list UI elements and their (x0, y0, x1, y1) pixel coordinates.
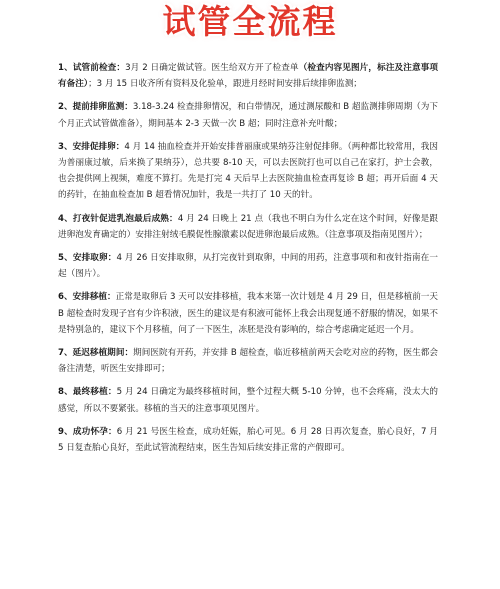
step-heading: 安排取卵： (72, 253, 117, 264)
step-item-5 (58, 250, 438, 282)
step-list (58, 60, 438, 463)
step-heading: 提前排卵监测： (72, 102, 133, 113)
step-heading: 安排移植： (72, 292, 116, 303)
step-item-7 (58, 345, 438, 377)
step-number: 9、 (58, 426, 73, 437)
step-heading: 成功怀孕： (72, 426, 117, 437)
step-text: 5 月 24 日确定为最终移植时间，整个过程大概 5-10 分钟，也不会疼痛，没太大的感觉，所以不要紧张。移植的当天的注意事项见图片。 (58, 387, 438, 414)
step-text: 正常是取卵后 3 天可以安排移植，我本来第一次计划是 4 月 29 日，但是移植前一天 B 超检查时发现子宫有少许积液，医生的建议是有积液可能怀上我会出现复通不舒服的情况，如果不是特别急的，建议下个月移植，问了一下医生，冻胚是没有影响的，综合考虑确定延迟一个月。 (58, 292, 439, 335)
step-number: 5、 (58, 253, 73, 264)
step-item-3 (58, 139, 438, 204)
step-item-2 (58, 99, 438, 131)
step-number: 7、 (58, 348, 73, 359)
step-item-9 (58, 424, 438, 456)
step-text: 期间医院有开药，并安排 B 超检查，临近移植前两天会吃对应的药物，医生都会备注清楚，听医生安排即可； (58, 348, 438, 375)
page-title: 试管全流程 (162, 2, 338, 41)
step-text: 6 月 21 号医生检查，成功妊娠，胎心可见。6 月 28 日再次复查，胎心良好，7 月 5 日复查胎心良好，至此试管流程结束，医生告知后续安排正常的产假即可。 (58, 426, 438, 454)
step-heading: 延迟移植期间： (72, 348, 134, 359)
step-number: 2、 (58, 102, 73, 113)
step-text: 4 月 14 抽血检查并开始安排普丽康或果纳芬注射促排卵。（两种都比较常用，我因为普丽康过敏，后来换了果纳芬），总共要 8-10 天，可以去医院打也可以自己在家打，护士会教，也会提供网上视频，难度不算打。先是打完 4 天后早上去医院抽血检查再复诊 B 超；再开后面 4 天的药针，在抽血检查加 B 超看情况加针，我是一共打了 10 天的针。 (58, 141, 438, 201)
step-heading: 安排促排卵： (72, 141, 125, 152)
step-text: 3.18-3.24 检查排卵情况，和白带情况，通过测尿酸和 B 超监测排卵周期（为下个月正式试管做准备），期间基本 2-3 天做一次 B 超；同时注意补充叶酸； (58, 102, 438, 129)
step-text: 3月 2 日确定做试管。医生给双方开了检查单 (125, 63, 299, 73)
step-heading: 最终移植： (72, 387, 117, 398)
step-item-8 (58, 384, 438, 416)
step-text: 4 月 26 日安排取卵，从打完夜针到取卵，中间的用药，注意事项和和夜针指南在一起（图片）。 (58, 253, 438, 280)
step-bold-note: （检查内容见图片，标注及注意事项有备注） (58, 63, 438, 90)
step-heading: 试管前检查： (72, 63, 126, 73)
step-item-1 (58, 60, 438, 92)
step-text: 4 月 24 日晚上 21 点（我也不明白为什么定在这个时间，好像是跟进卵泡发育确定的）安排注射绒毛膜促性腺激素以促进卵泡最后成熟。（注意事项及指南见图片）； (58, 213, 438, 240)
step-number: 1、 (58, 63, 73, 73)
step-heading: 打夜针促进乳泡最后成熟： (72, 213, 178, 224)
step-number: 4、 (58, 213, 73, 224)
step-number: 6、 (58, 292, 73, 303)
step-text-continued: ；3 月 15 日收齐所有资料及化验单，跟进月经时间安排后续排卵监测； (88, 79, 362, 90)
step-number: 8、 (58, 387, 73, 398)
step-item-6 (58, 289, 438, 338)
header-band (0, 0, 500, 50)
step-number: 3、 (58, 141, 73, 152)
step-item-4 (58, 211, 438, 243)
